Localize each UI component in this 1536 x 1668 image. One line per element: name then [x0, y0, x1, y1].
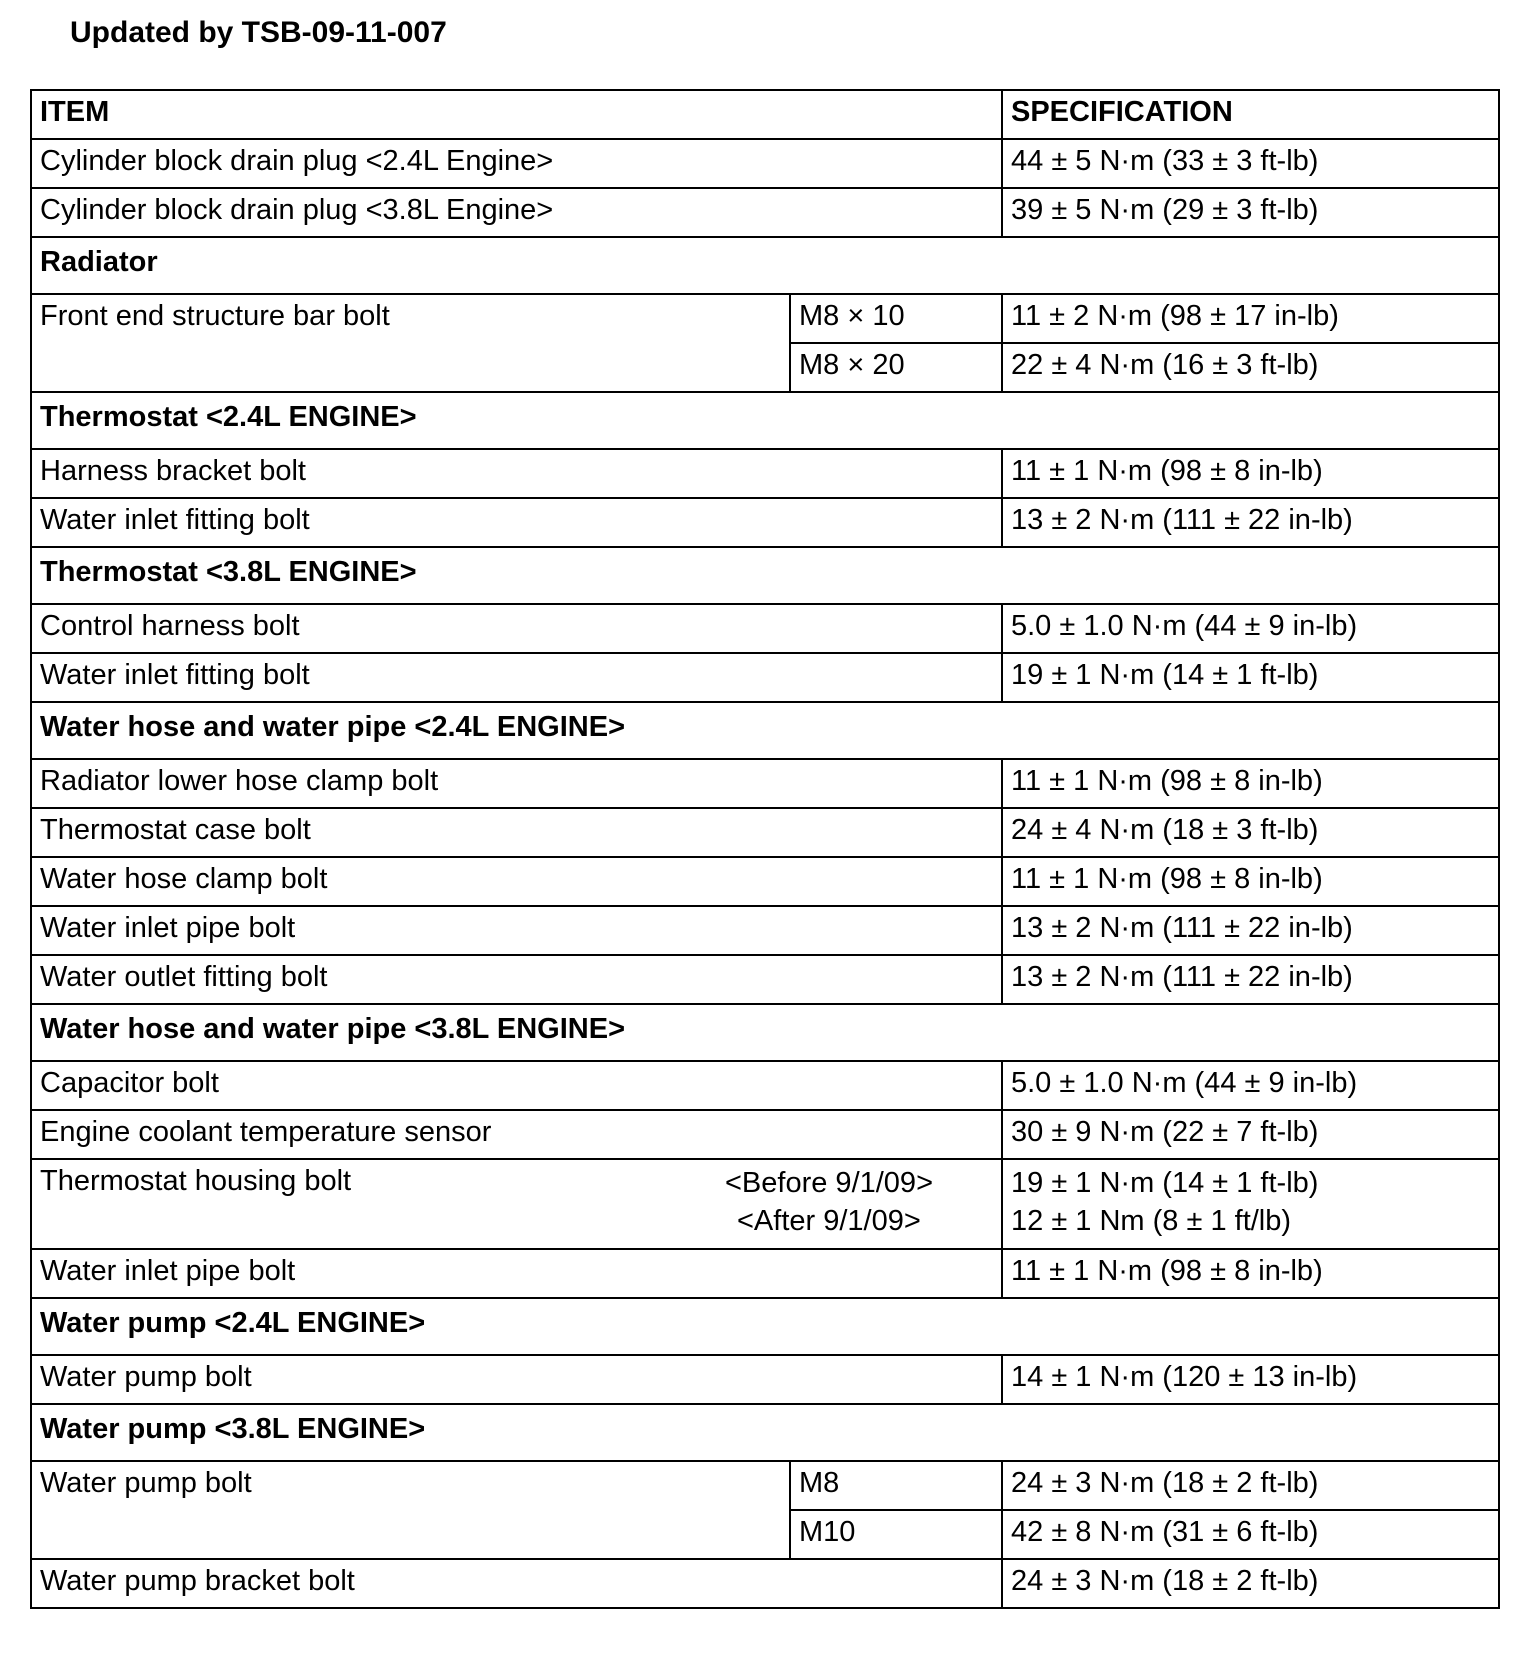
item-cell: Control harness bolt	[31, 604, 1002, 653]
item-cell: Cylinder block drain plug <3.8L Engine>	[31, 188, 1002, 237]
item-cell: Cylinder block drain plug <2.4L Engine>	[31, 139, 1002, 188]
torque-spec-table	[30, 89, 1500, 1609]
size-cell: M10	[790, 1510, 1002, 1559]
item-cell: Water pump bolt	[31, 1461, 790, 1559]
header-item: ITEM	[31, 90, 1002, 139]
section-row	[31, 392, 1499, 449]
item-cell: Water outlet fitting bolt	[31, 955, 1002, 1004]
spec-cell: 5.0 ± 1.0 N·m (44 ± 9 in-lb)	[1002, 1061, 1499, 1110]
spec-cell: 11 ± 1 N·m (98 ± 8 in-lb)	[1002, 1249, 1499, 1298]
section-heading: Thermostat <3.8L ENGINE>	[31, 547, 1499, 604]
table-row	[31, 759, 1499, 808]
table-row	[31, 498, 1499, 547]
item-cell: Capacitor bolt	[31, 1061, 1002, 1110]
section-heading: Water pump <3.8L ENGINE>	[31, 1404, 1499, 1461]
section-row	[31, 702, 1499, 759]
item-cell: Harness bracket bolt	[31, 449, 1002, 498]
item-cell: Water inlet pipe bolt	[31, 1249, 1002, 1298]
item-name: Thermostat housing bolt	[40, 1165, 352, 1197]
table-row	[31, 1461, 1499, 1510]
spec-cell: 13 ± 2 N·m (111 ± 22 in-lb)	[1002, 955, 1499, 1004]
section-heading: Water pump <2.4L ENGINE>	[31, 1298, 1499, 1355]
spec-cell: 24 ± 4 N·m (18 ± 3 ft-lb)	[1002, 808, 1499, 857]
table-row	[31, 1559, 1499, 1608]
table-header-row	[31, 90, 1499, 139]
table-row	[31, 188, 1499, 237]
spec-cell	[1002, 1159, 1499, 1249]
table-row	[31, 1061, 1499, 1110]
spec-cell: 11 ± 1 N·m (98 ± 8 in-lb)	[1002, 449, 1499, 498]
table-row	[31, 653, 1499, 702]
item-cell: Water pump bolt	[31, 1355, 1002, 1404]
spec-cell: 30 ± 9 N·m (22 ± 7 ft-lb)	[1002, 1110, 1499, 1159]
section-row	[31, 1404, 1499, 1461]
after-date-label: <After 9/1/09>	[737, 1205, 921, 1237]
spec-cell: 44 ± 5 N·m (33 ± 3 ft-lb)	[1002, 139, 1499, 188]
spec-cell: 22 ± 4 N·m (16 ± 3 ft-lb)	[1002, 343, 1499, 392]
spec-cell: 11 ± 1 N·m (98 ± 8 in-lb)	[1002, 857, 1499, 906]
section-heading: Thermostat <2.4L ENGINE>	[31, 392, 1499, 449]
table-row	[31, 906, 1499, 955]
table-row	[31, 604, 1499, 653]
table-row	[31, 1355, 1499, 1404]
table-row	[31, 808, 1499, 857]
item-cell: Water pump bracket bolt	[31, 1559, 1002, 1608]
item-cell: Water inlet fitting bolt	[31, 653, 1002, 702]
spec-after: 12 ± 1 Nm (8 ± 1 ft/lb)	[1011, 1205, 1292, 1237]
section-row	[31, 1004, 1499, 1061]
spec-cell: 24 ± 3 N·m (18 ± 2 ft-lb)	[1002, 1559, 1499, 1608]
spec-cell: 39 ± 5 N·m (29 ± 3 ft-lb)	[1002, 188, 1499, 237]
table-row	[31, 449, 1499, 498]
item-cell: Radiator lower hose clamp bolt	[31, 759, 1002, 808]
spec-cell: 24 ± 3 N·m (18 ± 2 ft-lb)	[1002, 1461, 1499, 1510]
table-row	[31, 294, 1499, 343]
item-cell: Water inlet fitting bolt	[31, 498, 1002, 547]
size-cell: M8 × 10	[790, 294, 1002, 343]
item-cell: Water hose clamp bolt	[31, 857, 1002, 906]
table-row	[31, 1110, 1499, 1159]
spec-before: 19 ± 1 N·m (14 ± 1 ft-lb)	[1011, 1167, 1319, 1199]
item-cell: Water inlet pipe bolt	[31, 906, 1002, 955]
table-row	[31, 857, 1499, 906]
spec-cell: 19 ± 1 N·m (14 ± 1 ft-lb)	[1002, 653, 1499, 702]
header-specification: SPECIFICATION	[1002, 90, 1499, 139]
size-cell: M8	[790, 1461, 1002, 1510]
spec-cell: 13 ± 2 N·m (111 ± 22 in-lb)	[1002, 906, 1499, 955]
size-cell: M8 × 20	[790, 343, 1002, 392]
section-heading: Radiator	[31, 237, 1499, 294]
item-cell	[31, 1159, 1002, 1249]
before-date-label: <Before 9/1/09>	[725, 1167, 933, 1199]
spec-cell: 11 ± 1 N·m (98 ± 8 in-lb)	[1002, 759, 1499, 808]
section-heading: Water hose and water pipe <2.4L ENGINE>	[31, 702, 1499, 759]
spec-cell: 42 ± 8 N·m (31 ± 6 ft-lb)	[1002, 1510, 1499, 1559]
spec-cell: 14 ± 1 N·m (120 ± 13 in-lb)	[1002, 1355, 1499, 1404]
section-heading: Water hose and water pipe <3.8L ENGINE>	[31, 1004, 1499, 1061]
table-row	[31, 1249, 1499, 1298]
table-row	[31, 955, 1499, 1004]
section-row	[31, 237, 1499, 294]
section-row	[31, 547, 1499, 604]
item-cell: Front end structure bar bolt	[31, 294, 790, 392]
spec-cell: 13 ± 2 N·m (111 ± 22 in-lb)	[1002, 498, 1499, 547]
item-cell: Engine coolant temperature sensor	[31, 1110, 1002, 1159]
section-row	[31, 1298, 1499, 1355]
spec-cell: 5.0 ± 1.0 N·m (44 ± 9 in-lb)	[1002, 604, 1499, 653]
item-cell: Thermostat case bolt	[31, 808, 1002, 857]
document-title: Updated by TSB-09-11-007	[70, 16, 447, 49]
table-row	[31, 139, 1499, 188]
spec-cell: 11 ± 2 N·m (98 ± 17 in-lb)	[1002, 294, 1499, 343]
table-row	[31, 1159, 1499, 1249]
